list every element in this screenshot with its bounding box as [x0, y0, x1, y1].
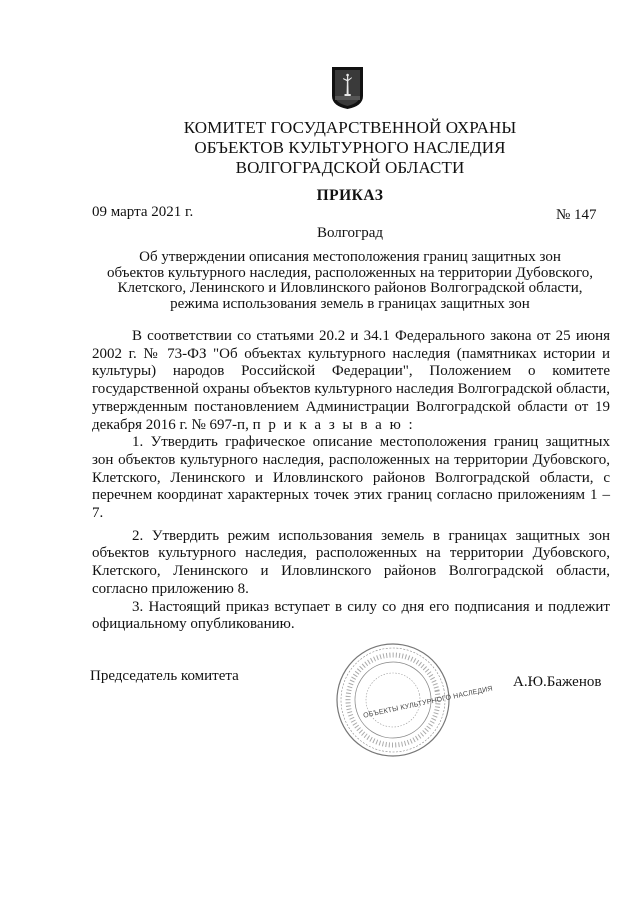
seal-text: ОБЪЕКТЫ КУЛЬТУРНОГО НАСЛЕДИЯ — [362, 685, 494, 720]
organization-line: ОБЪЕКТОВ КУЛЬТУРНОГО НАСЛЕДИЯ — [194, 138, 506, 157]
subject-line: режима использования земель в границах защитных зон — [170, 295, 530, 312]
signatory-role: Председатель комитета — [90, 668, 239, 684]
document-subject — [100, 250, 600, 312]
subject-line: Об утверждении описания местоположения границ защитных зон — [139, 249, 561, 265]
document-date: 09 марта 2021 г. — [92, 204, 194, 220]
organization-name — [140, 118, 560, 178]
preamble-paragraph — [92, 328, 610, 434]
document-body — [92, 328, 610, 634]
volgograd-coat-of-arms-icon — [331, 66, 364, 110]
order-item-2: 2. Утвердить режим использования земель в границах защитных зон объектов культурного наследия, расположенных на территории Дубовского, Клетского, Ленинского и Иловлинского районов Волгоградской области, согласно приложению 8. — [92, 527, 610, 597]
organization-line: КОМИТЕТ ГОСУДАРСТВЕННОЙ ОХРАНЫ — [183, 118, 517, 137]
subject-line: Клетского, Ленинского и Иловлинского районов Волгоградской области, — [117, 280, 583, 296]
order-item-3: 3. Настоящий приказ вступает в силу со дня его подписания и подлежит официальному опубликованию. — [92, 598, 610, 633]
order-word: п р и к а з ы в а ю : — [252, 416, 415, 433]
preamble-text: В соответствии со статьями 20.2 и 34.1 Федерального закона от 25 июня 2002 г. № 73-ФЗ "Об объектах культурного наследия (памятниках истории и культуры) народов Российской Федерации", Положением о комитете государственной охраны объектов культурного наследия Волгоградской области, утвержденным постановлением Администрации Волгоградской области от 19 декабря 2016 г. № 697-п, — [92, 328, 610, 433]
organization-line: ВОЛГОГРАДСКОЙ ОБЛАСТИ — [235, 158, 465, 177]
document-type: ПРИКАЗ — [316, 187, 384, 204]
subject-line: объектов культурного наследия, расположенных на территории Дубовского, — [106, 264, 594, 281]
signatory-name: А.Ю.Баженов — [513, 674, 602, 690]
document-city: Волгоград — [316, 225, 383, 241]
order-item-1: 1. Утвердить графическое описание местоположения границ защитных зон объектов культурного наследия, расположенных на территории Дубовского, Клетского, Ленинского и Иловлинского районов Волгоградской области, с перечнем координат характерных точек этих границ согласно приложениям 1 – 7. — [92, 434, 610, 522]
document-number: № 147 — [556, 207, 597, 223]
